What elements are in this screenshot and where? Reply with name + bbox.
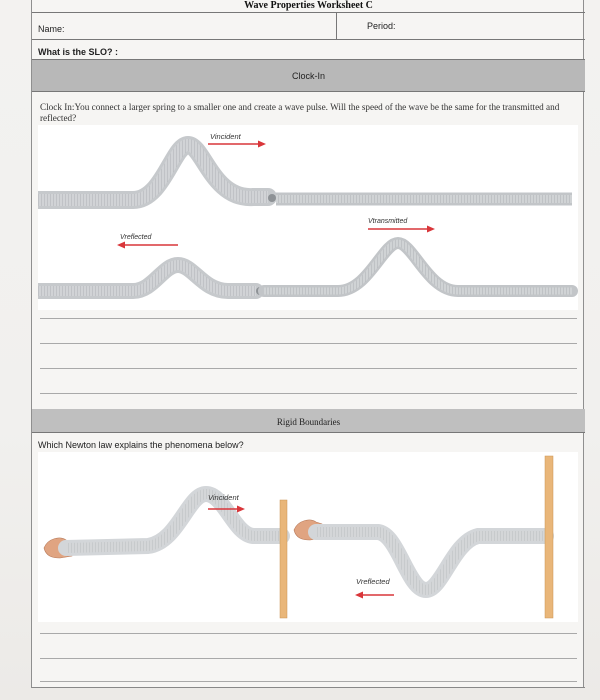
v-reflected-label-bottom: Vreflected [356,577,390,586]
v-reflected-label-top: Vreflected [120,234,152,241]
newton-law-question: Which Newton law explains the phenomena below? [38,440,244,450]
slo-row [32,40,585,60]
answer-line-7[interactable] [40,681,577,682]
name-label: Name: [38,24,65,34]
v-reflected-arrowhead-top [117,242,125,249]
clock-in-heading: Clock-In [291,71,325,81]
period-cell [336,13,585,39]
spring-transmission-figure [38,125,578,310]
v-incident-arrowhead-bottom [237,506,245,513]
v-incident-arrowhead-top [258,141,266,148]
spring-bottom-small-coils [264,243,572,291]
spring-transmission-svg [38,125,578,310]
name-row [32,13,585,40]
answer-line-3[interactable] [40,368,577,369]
sheet-bottom-border [32,687,585,688]
rigid-wall-right [545,456,553,618]
rigid-wall-left [280,500,287,618]
worksheet-sheet [31,0,584,688]
rigid-boundaries-band [32,409,585,433]
v-transmitted-label: Vtransmitted [368,218,408,225]
rigid-boundary-svg [38,452,578,622]
rigid-boundary-figure [38,452,578,622]
clock-in-band [32,60,585,92]
answer-line-5[interactable] [40,633,577,634]
spring-junction-top [268,194,276,202]
answer-line-1[interactable] [40,318,577,319]
clock-in-prompt: Clock In:You connect a larger spring to a smaller one and create a wave pulse. Will the speed of the wave be the same for the transmitted and reflected? [40,102,560,123]
answer-line-4[interactable] [40,393,577,394]
slo-label: What is the SLO? : [38,47,118,57]
v-transmitted-arrowhead [427,226,435,233]
v-incident-label-bottom: Vincident [208,493,239,502]
worksheet-title: Wave Properties Worksheet C [32,0,585,13]
v-reflected-arrowhead-bottom [355,592,363,599]
answer-line-6[interactable] [40,658,577,659]
rigid-boundaries-heading: Rigid Boundaries [276,417,341,427]
v-incident-label-top: Vincident [210,132,241,141]
answer-line-2[interactable] [40,343,577,344]
period-label: Period: [367,21,396,31]
